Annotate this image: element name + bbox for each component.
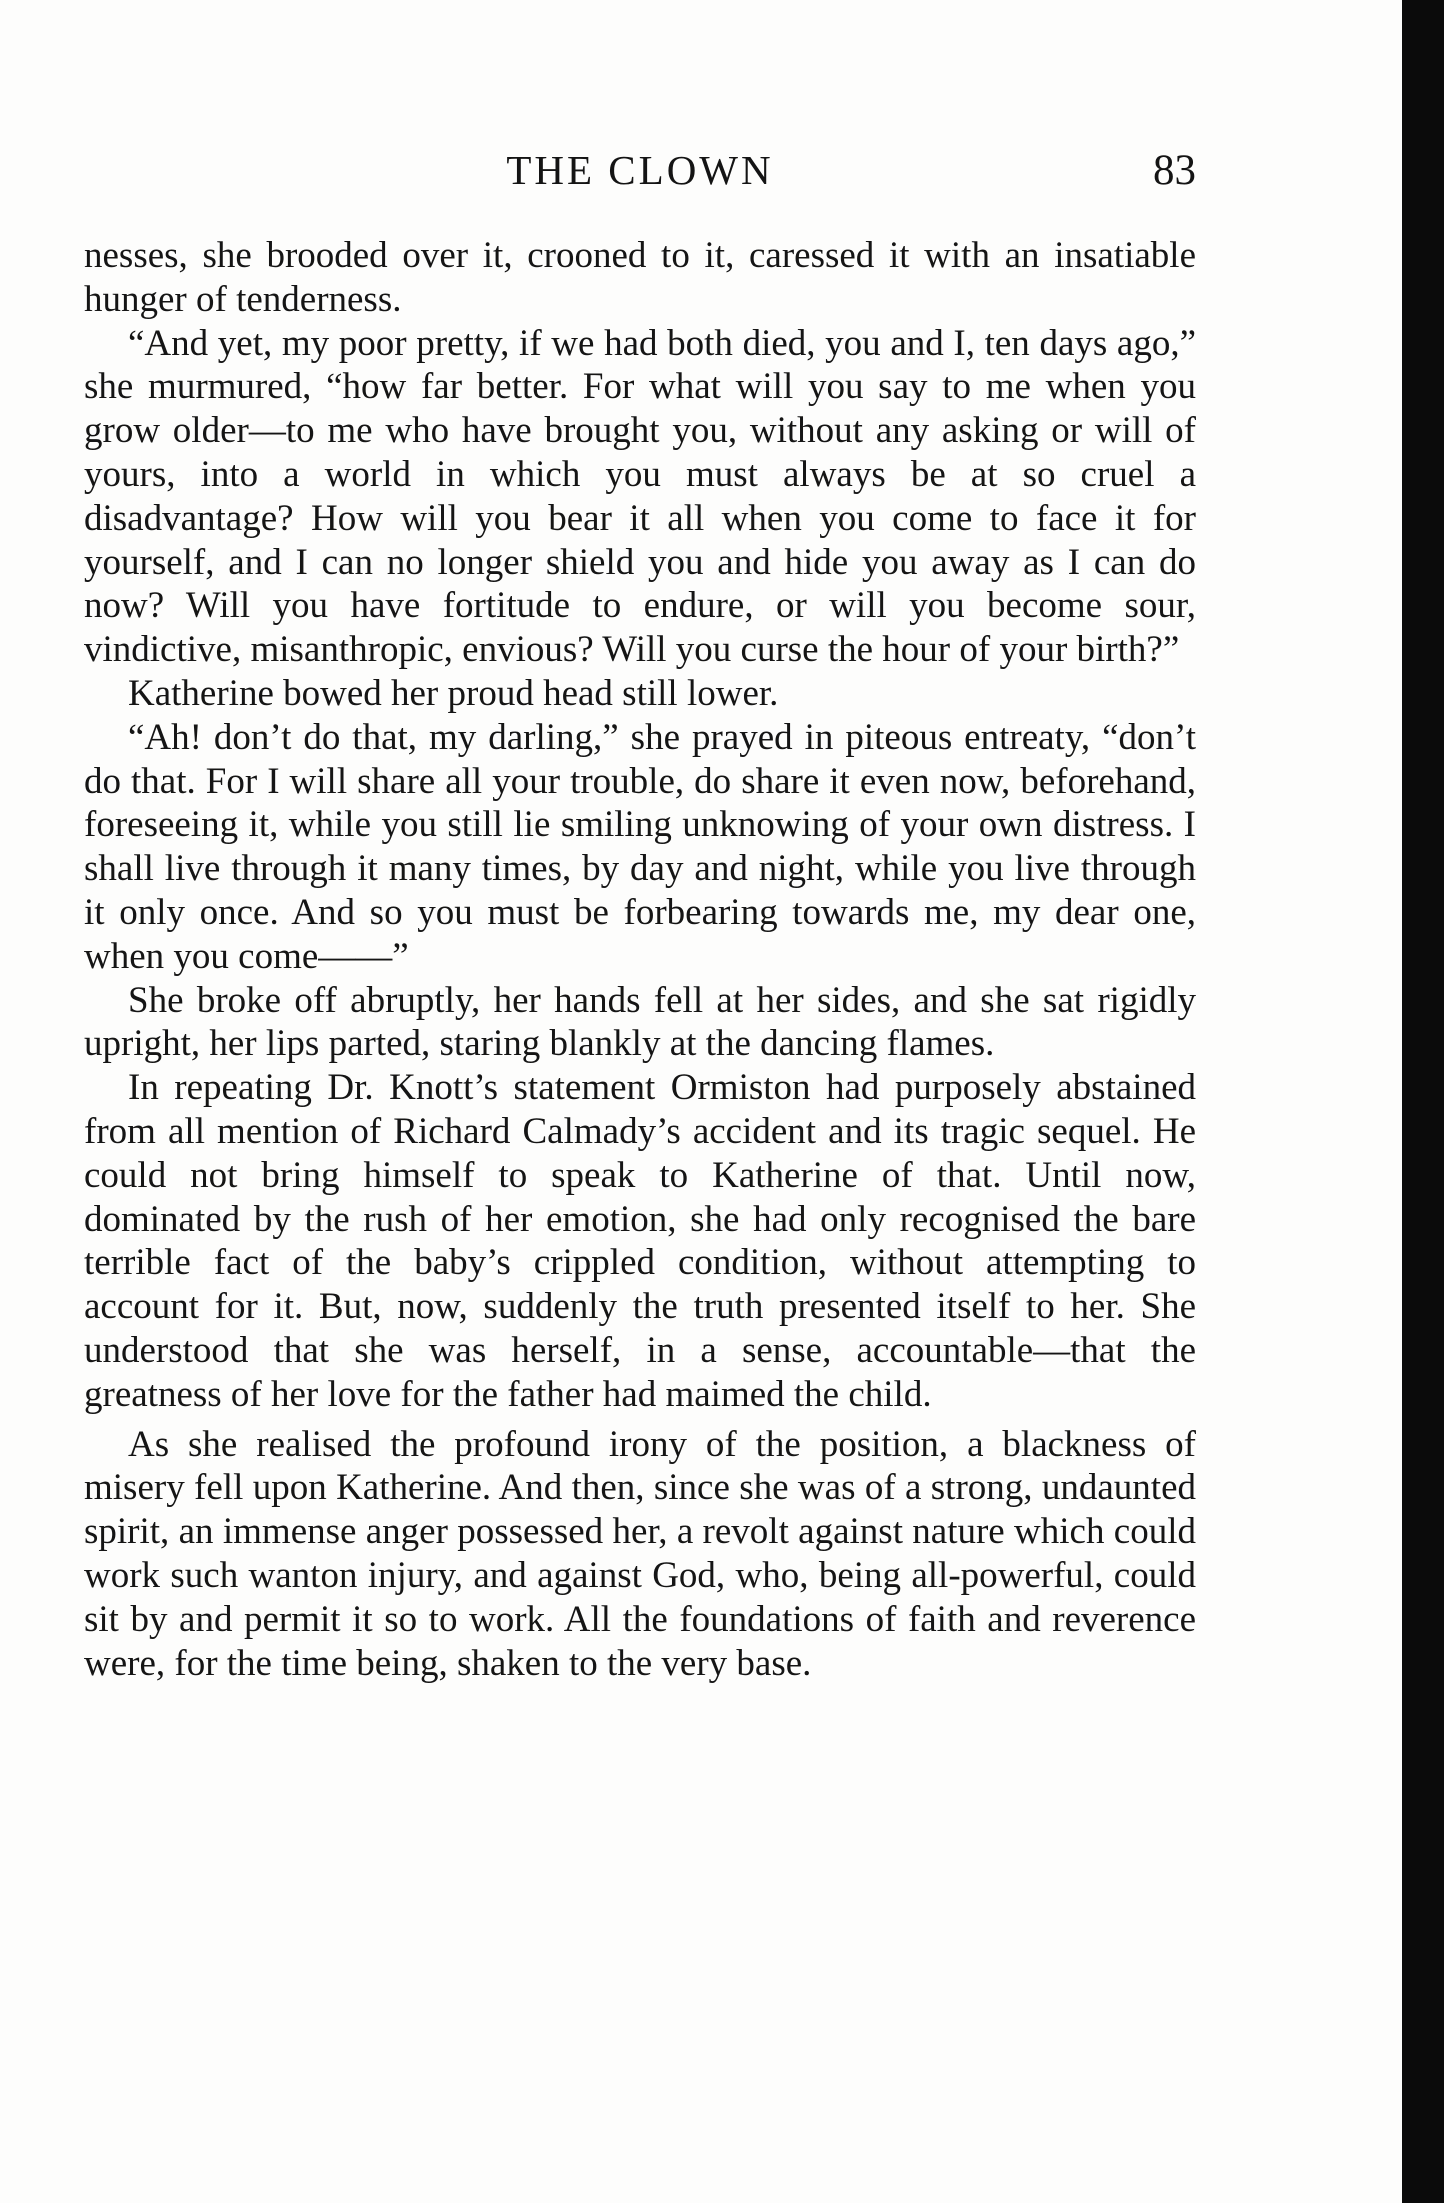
page-edge-shadow [1402, 0, 1444, 2203]
paragraph: Katherine bowed her proud head still lower. [128, 672, 779, 714]
paragraph: “And yet, my poor pretty, if we had both died, you and I, ten days ago,” she murmured, “how far better. For what will you say to me when you grow older—to me who have brought you, without any asking or will of yours, into a world in which you must always be at so cruel a disadvantage? How will you bear it all when you come to face it for yourself, and I can no longer shield you and hide you away as I can do now? Will you have fortitude to endure, or will you become sour, vindictive, misanthropic, envious? Will you curse the hour of your birth?” [84, 322, 1196, 671]
paragraph: “Ah! don’t do that, my darling,” she prayed in piteous entreaty, “don’t do that. For I will share all your trouble, do share it even now, beforehand, foreseeing it, while you still lie smiling unknowing of your own distress. I shall live through it many times, by day and night, while you live through it only once. And so you must be forbearing towards me, my dear one, when you come——” [84, 716, 1196, 977]
paragraph: She broke off abruptly, her hands fell at her sides, and she sat rigidly upright, her lips parted, staring blankly at the dancing flames. [84, 979, 1196, 1065]
running-title: THE CLOWN [506, 147, 774, 193]
running-header [84, 146, 1196, 206]
paragraph: As she realised the profound irony of the position, a blackness of misery fell upon Katherine. And then, since she was of a strong, undaunted spirit, an immense anger possessed her, a revolt against nature which could work such wanton injury, and against God, who, being all-powerful, could sit by and permit it so to work. All the foundations of faith and reverence were, for the time being, shaken to the very base. [84, 1423, 1196, 1684]
page-number: 83 [1153, 147, 1196, 194]
body-text [84, 234, 1196, 1685]
paragraph: nesses, she brooded over it, crooned to it, caressed it with an insatiable hunger of tenderness. [84, 235, 1196, 320]
paragraph: In repeating Dr. Knott’s statement Ormiston had purposely abstained from all mention of Richard Calmady’s accident and its tragic sequel. He could not bring himself to speak to Katherine of that. Until now, dominated by the rush of her emotion, she had only recognised the bare terrible fact of the baby’s crippled condition, without attempting to account for it. But, now, suddenly the truth presented itself to her. She understood that she was herself, in a sense, accountable—that the greatness of her love for the father had maimed the child. [84, 1067, 1196, 1415]
